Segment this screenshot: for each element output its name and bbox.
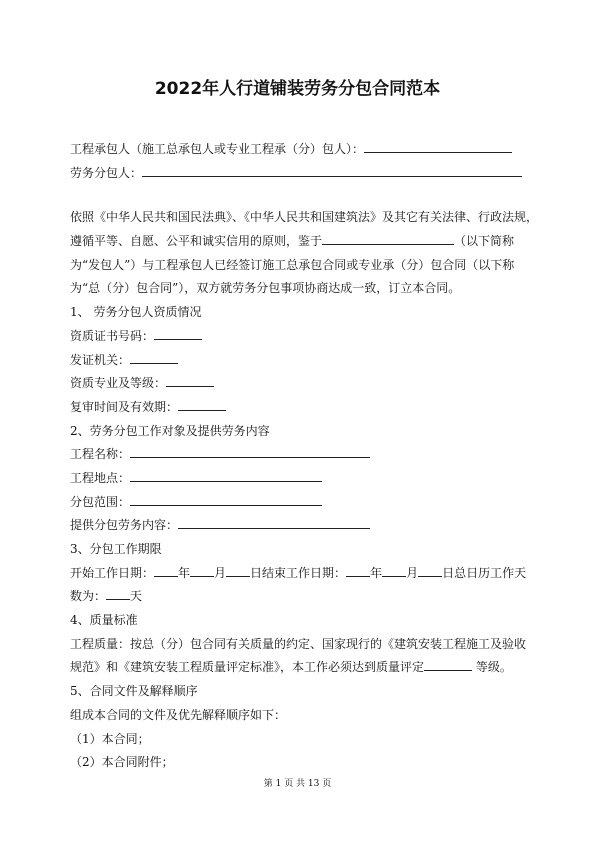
period-line xyxy=(70,562,526,586)
page-number: 第 1 页 共 13 页 xyxy=(263,779,332,789)
project-name-blank xyxy=(130,443,370,458)
content-line xyxy=(70,514,526,538)
start-month-unit: 月 xyxy=(214,565,227,580)
quality-grade-blank xyxy=(424,656,472,671)
project-name-line xyxy=(70,443,526,467)
order-item-1: （1）本合同； xyxy=(70,731,150,746)
section-1-heading: 1、 劳务分包人资质情况 xyxy=(70,305,202,320)
contractor-label: 工程承包人（施工总承包人或专业工程承（分）包人）： xyxy=(70,142,365,156)
cert-no-label: 资质证书号码： xyxy=(70,328,155,343)
days-label: 数为： xyxy=(70,589,107,604)
end-year-blank xyxy=(346,562,370,577)
intro-text-2a: 遵循平等、自愿、公平和诚实信用的原则，鉴于 xyxy=(70,234,323,249)
intro-line-1: 依照《中华人民共和国民法典》、《中华人民共和国建筑法》及其它有关法律、行政法规， xyxy=(70,210,539,225)
grade-line xyxy=(70,372,526,396)
end-month-blank xyxy=(382,562,406,577)
contractor-blank xyxy=(364,138,512,153)
quality-text-2a: 规范》和《建筑安装工程质量评定标准》，本工作必须达到质量评定 xyxy=(70,660,425,675)
section-2-heading: 2、劳务分包工作对象及提供劳务内容 xyxy=(70,423,270,438)
subcontractor-blank xyxy=(142,162,522,177)
order-item-2: （2）本合同附件； xyxy=(70,755,174,770)
project-name-label: 工程名称： xyxy=(70,447,131,462)
location-line xyxy=(70,467,526,491)
end-day-blank xyxy=(418,562,442,577)
start-month-blank xyxy=(190,562,214,577)
quality-line-1: 工程质量：按总（分）包合同有关质量的约定、国家现行的《建筑安装工程施工及验收 xyxy=(70,636,527,651)
scope-line xyxy=(70,491,526,515)
location-label: 工程地点： xyxy=(70,470,131,485)
grade-label: 资质专业及等级： xyxy=(70,376,167,391)
days-blank xyxy=(106,585,130,600)
content-blank xyxy=(178,514,370,529)
subcontractor-label: 劳务分包人： xyxy=(70,165,143,180)
intro-line-4: 为“总（分）包合同”），双方就劳务分包事项协商达成一致，订立本合同。 xyxy=(70,281,461,296)
start-year-unit: 年 xyxy=(178,565,191,580)
days-unit: 天 xyxy=(130,589,143,604)
cert-no-line xyxy=(70,325,526,349)
review-line xyxy=(70,396,526,420)
issuer-label: 发证机关： xyxy=(70,352,131,367)
issuer-blank xyxy=(130,349,178,364)
end-label: 日结束工作日期： xyxy=(250,565,347,580)
intro-line-3: 为“发包人”）与工程承包人已经签订施工总承包合同或专业承（分）包合同（以下称 xyxy=(70,257,515,272)
start-day-blank xyxy=(226,562,250,577)
end-month-unit: 月 xyxy=(406,565,419,580)
employer-blank xyxy=(322,230,454,245)
location-blank xyxy=(130,467,322,482)
intro-line-2 xyxy=(70,230,526,254)
quality-text-2b: 等级。 xyxy=(472,660,512,675)
review-label: 复审时间及有效期： xyxy=(70,399,179,414)
review-blank xyxy=(178,396,226,411)
subcontractor-line xyxy=(70,162,526,186)
contractor-line xyxy=(70,138,526,162)
order-text: 组成本合同的文件及优先解释顺序如下： xyxy=(70,707,287,722)
days-line xyxy=(70,585,526,609)
total-label: 日总日历工作天 xyxy=(442,565,527,580)
document-body xyxy=(70,138,539,775)
quality-line-2 xyxy=(70,656,526,680)
cert-no-blank xyxy=(154,325,202,340)
content-label: 提供分包劳务内容： xyxy=(70,518,179,533)
start-year-blank xyxy=(154,562,178,577)
section-5-heading: 5、合同文件及解释顺序 xyxy=(70,684,198,699)
scope-blank xyxy=(130,491,322,506)
intro-text-2b: （以下简称 xyxy=(454,234,515,249)
issuer-line xyxy=(70,349,526,373)
start-label: 开始工作日期： xyxy=(70,565,155,580)
scope-label: 分包范围： xyxy=(70,494,131,509)
end-year-unit: 年 xyxy=(370,565,383,580)
document-title: 2022年人行道铺装劳务分包合同范本 xyxy=(154,79,441,99)
section-3-heading: 3、分包工作期限 xyxy=(70,542,162,556)
grade-blank xyxy=(166,372,214,387)
section-4-heading: 4、质量标准 xyxy=(70,613,138,628)
